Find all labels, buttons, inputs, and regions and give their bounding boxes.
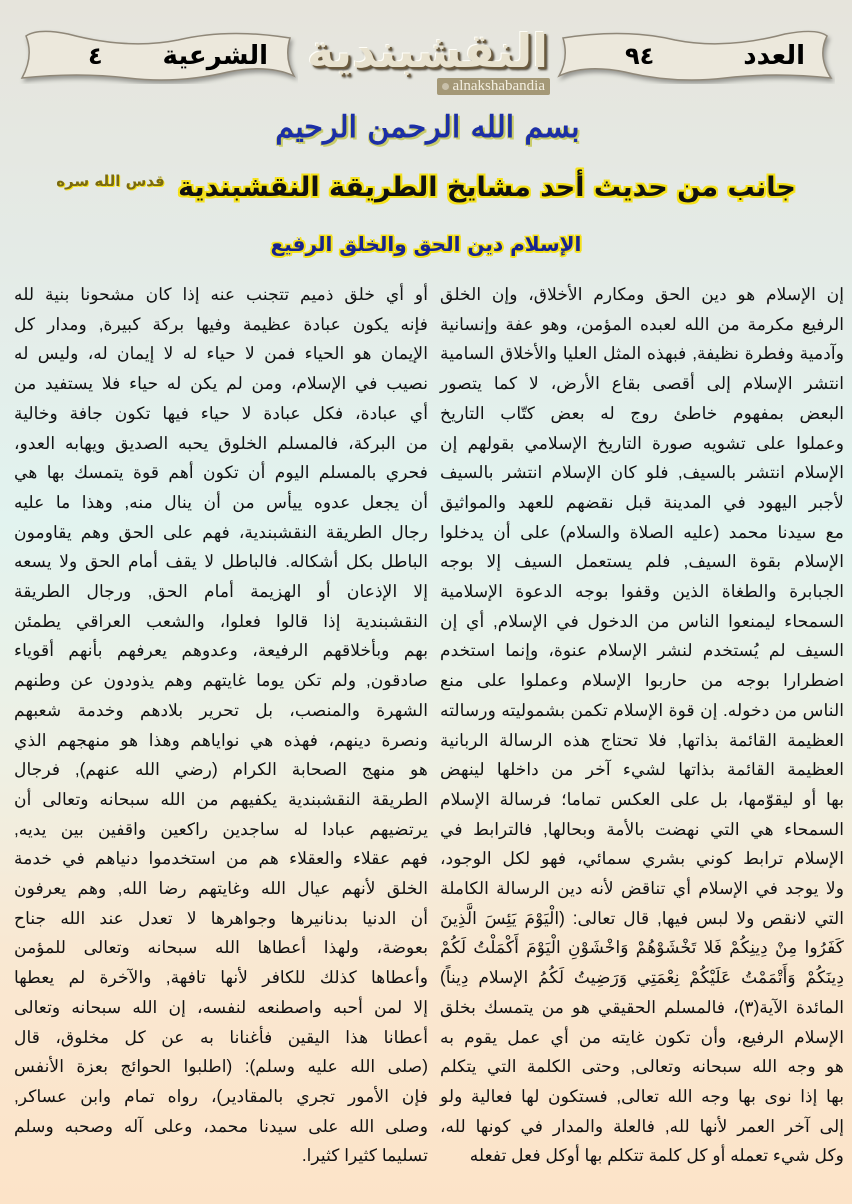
text-line: نصيب في الإسلام، ومن لم يكن له حياء فلا يستفيد من xyxy=(14,373,428,394)
text-line: السيف لم يُستخدم لنشر الإسلام عنوة، وإنما استخدم xyxy=(440,640,844,661)
text-line: الخلق لأنهم عيال الله وغايتهم رضا الله, وهم يعرفون xyxy=(14,878,428,899)
text-line: تسليما كثيرا كثيرا. xyxy=(301,1145,428,1166)
text-line: صادقون, ولم تكن يوما غايتهم وهم يذودون عن وطنهم xyxy=(14,670,428,691)
text-line: أو أي خلق ذميم تتجنب عنه إذا كان مشحونا بنية لله xyxy=(14,284,428,304)
text-line: بها إذا نوى بها وجه الله تعالى, فستكون لها فعالية ولو xyxy=(440,1085,844,1106)
text-line: التي لانقص ولا لبس فيها, قال تعالى: (الْيَوْمَ يَئِسَ الَّذِينَ xyxy=(440,907,844,928)
text-line: وصلى الله على سيدنا محمد، وعلى آله وصحبه وسلم xyxy=(14,1115,428,1136)
logo-text: النقشبندية xyxy=(306,24,549,78)
text-line: النقشبندية إذا قالوا فعلوا، والشعب العراقي يطمئن xyxy=(14,610,428,631)
text-line: يرتضيهم عبادا له ساجدين راكعين واقفين بين يديه, xyxy=(14,818,428,839)
issue-label: العدد xyxy=(743,41,805,71)
text-line: البعض بمفهوم خاطئ روج له بعض كتّاب التاريخ xyxy=(440,402,844,423)
article-subtitle: الإسلام دين الحق والخلق الرفيع xyxy=(270,232,582,256)
masthead xyxy=(0,0,852,160)
text-line: وعملوا على تشويه صورة التاريخ الإسلامي بقولهم إن xyxy=(440,432,844,453)
text-line: الإسلام الرفيع، وأن تكون غايته من أي عمل يقوم به xyxy=(440,1026,844,1047)
text-line: الإسلام انتشر بالسيف, فلو كان الإسلام انتشر بالسيف xyxy=(440,462,844,483)
text-line: إلى آخر العمر لأنها لله, فالعلة والمدار في كونها لله، xyxy=(440,1115,844,1136)
text-line: أعطانا هذا اليقين فأغنانا به عن كل مخلوق، قال xyxy=(14,1026,428,1047)
text-line: المائدة الآية(٣)، فالمسلم الحقيقي هو من يتمسك بخلق xyxy=(440,996,844,1017)
text-line: الباطل بكل أشكاله. فالباطل لا يقف أمام الحق ولا يسعه xyxy=(14,551,428,572)
article-title-text: جانب من حديث أحد مشايخ الطريقة النقشبندية xyxy=(178,172,796,203)
text-line: أي عبادة، فكل عبادة لا حياء فيها تكون جافة وخالية xyxy=(14,402,428,423)
text-line: اضطرارا بوجه من حاربوا الإسلام وعملوا على منع xyxy=(440,670,844,691)
text-line: هو وجه الله سبحانه وتعالى, وحتى الكلمة التي يتكلم xyxy=(440,1056,844,1077)
section-banner xyxy=(18,28,298,84)
text-line: ونصرة دينهم، فهذه هي نواياهم وهذا هو منهجهم الذي xyxy=(14,729,428,750)
text-line: وأعطاها كذلك للكافر لأنها تافهة, والآخرة لم يعطها xyxy=(14,967,428,988)
logo xyxy=(305,22,550,100)
article-column-right xyxy=(440,280,844,1171)
text-line: من البركة، فالمسلم الخلوق يحبه الصديق ويهابه العدو، xyxy=(14,432,428,453)
text-line: انتشر الإسلام إلى أقصى بقاع الأرض، لا كما يتصور xyxy=(440,373,844,394)
issue-banner xyxy=(555,28,835,84)
text-line: إلا الإذعان أو الهزيمة أمام الحق, ورجال الطريقة xyxy=(14,581,428,602)
text-line: السمحاء هي التي نهضت بالأمة وبحالها, فالترابط في xyxy=(440,818,844,839)
article-title xyxy=(0,172,852,203)
text-line: العظيمة القائمة بذاتها, فلا تحتاج هذه الرسالة الربانية xyxy=(440,729,844,750)
text-line: إلا لمن أحبه واصطنعه لنفسه، إن الله سبحانه وتعالى xyxy=(14,996,428,1017)
text-line: بهم وبأخلاقهم الرفيعة، وعدوهم يعرفهم بأنهم أقوياء xyxy=(14,640,428,661)
page-number: ٤ xyxy=(88,42,103,70)
text-line: فحري بالمسلم اليوم أن تكون أهم قوة يتمسك بها هي xyxy=(14,462,428,483)
text-line: دِينَكُمْ وَأَتْمَمْتُ عَلَيْكُمْ نِعْمَتِي وَرَضِيتُ لَكُمُ الإسلام دِيناً) xyxy=(440,967,844,988)
text-line: الإيمان هو الحياء فمن لا حياء له لا إيمان له، وليس له xyxy=(14,343,428,364)
issue-number: ٩٤ xyxy=(625,42,655,70)
text-line: أن الدنيا بدنانيرها وجواهرها لا تعدل عند الله جناح xyxy=(14,907,428,928)
text-line: الشهرة والمنصب، بل تحرير بلادهم وخدمة شعبهم xyxy=(14,699,428,720)
text-line: الإسلام بقوة السيف, فلم يستعمل السيف إلا بوجه xyxy=(440,551,844,572)
text-line: (صلى الله عليه وسلم): (اطلبوا الحوائج بعزة الأنفس xyxy=(14,1056,428,1077)
basmala-calligraphy: بسم الله الرحمن الرحيم xyxy=(275,110,580,145)
text-line: الناس من دخوله. إن قوة الإسلام تكمن بشموليته ورسالته xyxy=(440,699,844,720)
text-line: كَفَرُوا مِنْ دِينِكُمْ فَلا تَخْشَوْهُمْ وَاخْشَوْنِ الْيَوْمَ أَكْمَلْتُ لَكُمْ xyxy=(440,937,844,958)
text-line: لأجبر اليهود في المدينة قبل نقضهم للعهد والمواثيق xyxy=(440,491,844,512)
text-line: هو منهج الصحابة الكرام (رضي الله عنهم), فرجال xyxy=(14,759,428,780)
text-line: وآدمية وفطرة نظيفة, فبهذه المثل العليا والأخلاق السامية xyxy=(440,343,844,364)
text-line: رجال الطريقة النقشبندية، فهم على الحق وهم يقاومون xyxy=(14,521,428,542)
text-line: الجبابرة والطغاة الذين وقفوا بوجه الدعوة الإسلامية xyxy=(440,581,844,602)
text-line: فهم عقلاء والعقلاء هم من استخدموا دنياهم في خدمة xyxy=(14,848,428,869)
honorific-calligraphy: قدس الله سره xyxy=(56,172,165,190)
text-line: وكل شيء تعمله أو كل كلمة تتكلم بها أوكل فعل تفعله xyxy=(469,1145,844,1166)
text-line: السمحاء ليمنعوا الناس من الدخول في الإسلام, أي إن xyxy=(440,610,844,631)
text-line: بها أو ليقوّمها، بل على العكس تماما؛ فرسالة الإسلام xyxy=(440,788,844,809)
text-line: فإنه يكون عبادة عظيمة وفيها بركة كبيرة, ومدار كل xyxy=(14,313,428,334)
section-label: الشرعية xyxy=(162,41,268,71)
text-line: العظيمة القائمة بذاتها لشيء آخر من داخلها لينهض xyxy=(440,759,844,780)
text-line: أن يجعل عدوه ييأس من أن ينال منه, وهذا ما عليه xyxy=(14,491,428,512)
text-line: الرفيع مكرمة من الله لعبده المؤمن، وهو عفة وإنسانية xyxy=(440,313,844,334)
text-line: ولا يوجد في الإسلام أي تناقض لأنه دين الرسالة الكاملة xyxy=(440,878,844,899)
logo-subtext: alnakshabandia xyxy=(437,78,550,95)
text-line: إن الإسلام هو دين الحق ومكارم الأخلاق، وإن الخلق xyxy=(440,284,844,304)
text-line: فإن الأمور تجري بالمقادير)، رواه تمام وابن عساكر, xyxy=(14,1085,428,1106)
text-line: مع سيدنا محمد (عليه الصلاة والسلام) على أن يدخلوا xyxy=(440,521,844,542)
text-line: الإسلام ترابط كوني بشري سمائي، فهو لكل الوجود، xyxy=(440,848,844,869)
article-column-left xyxy=(14,280,428,1171)
text-line: بعوضة، ولهذا أعطاها الله سبحانه وتعالى للمؤمن xyxy=(14,937,428,958)
text-line: الطريقة النقشبندية يكفيهم من الله سبحانه وتعالى أن xyxy=(14,788,428,809)
